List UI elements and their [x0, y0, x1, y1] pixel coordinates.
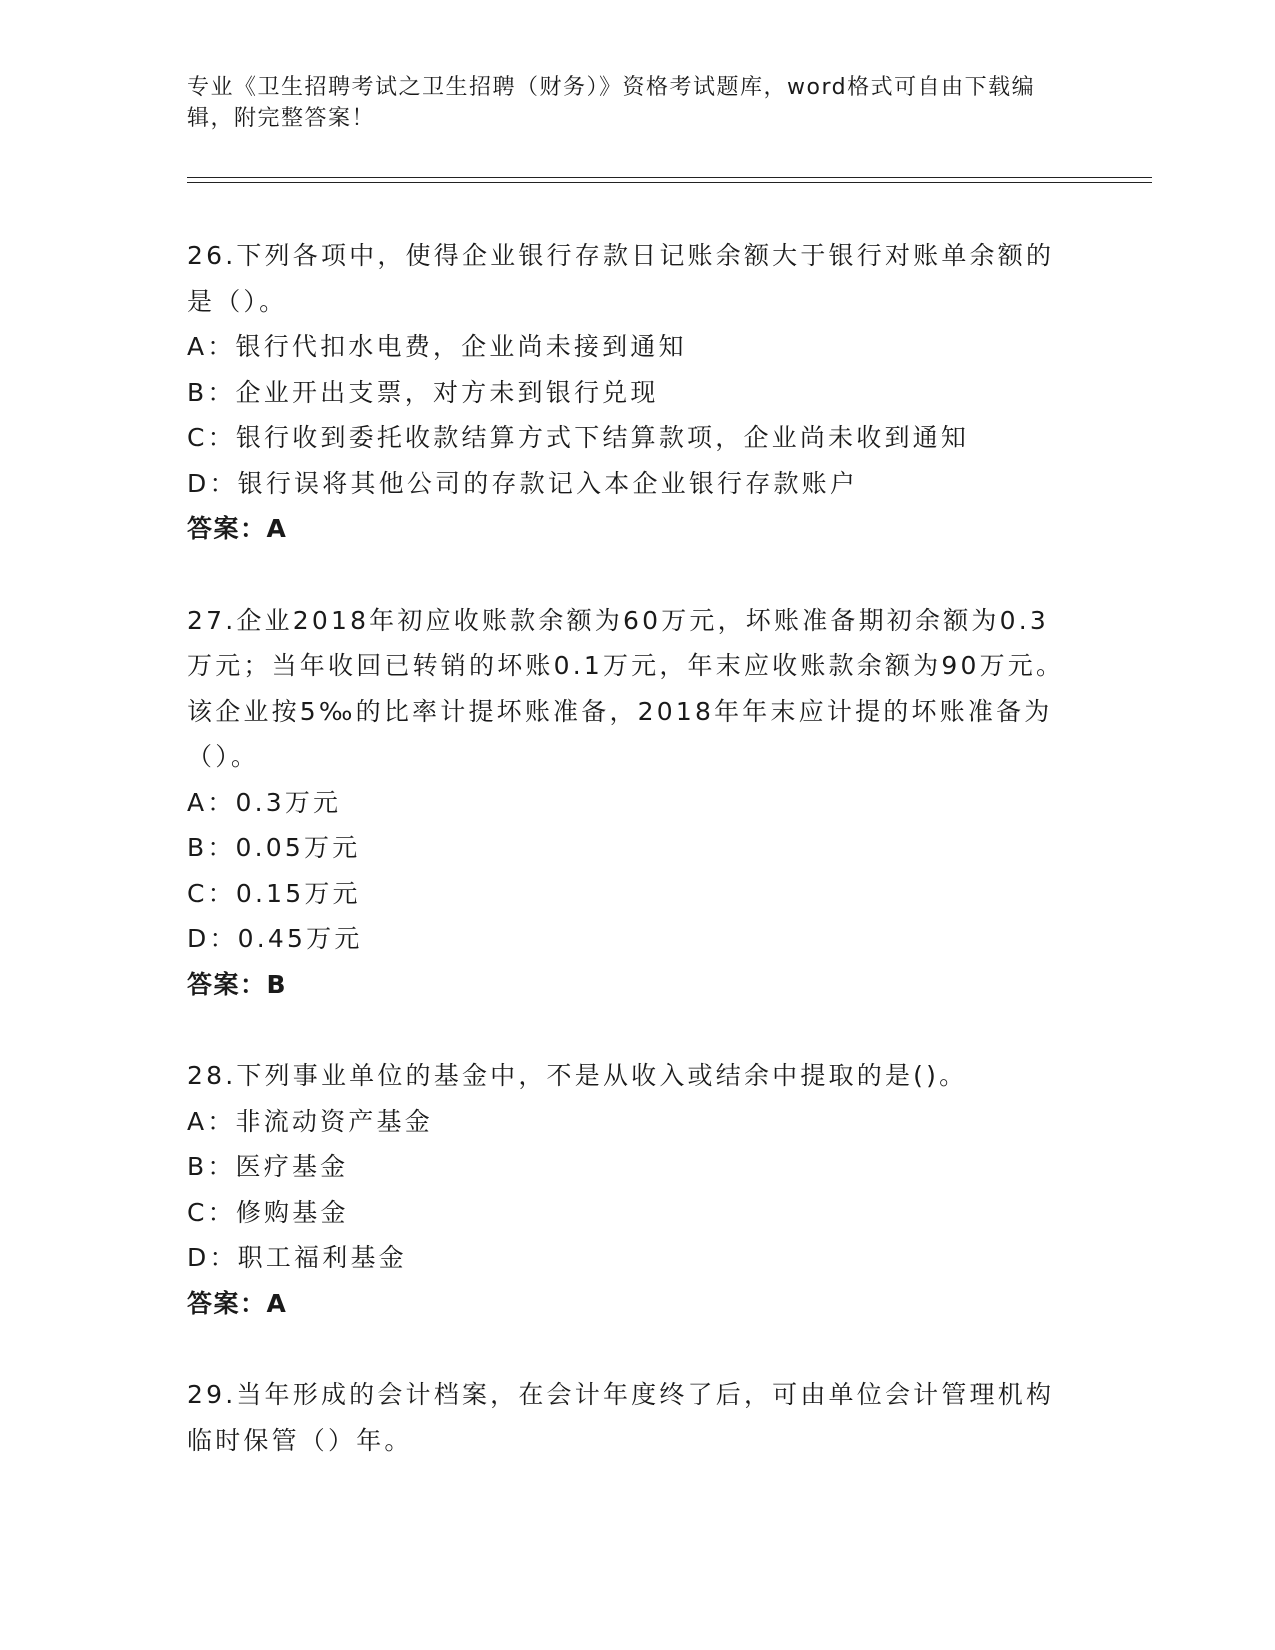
question-27 [187, 598, 1077, 1008]
option-a: A：非流动资产基金 [187, 1106, 433, 1136]
document-header: 专业《卫生招聘考试之卫生招聘（财务）》资格考试题库，word格式可自由下载编辑，附完整答案！ [187, 75, 1036, 131]
header-divider-bottom [187, 182, 1152, 183]
question-text: 29.当年形成的会计档案，在会计年度终了后，可由单位会计管理机构临时保管（）年。 [187, 1380, 1055, 1455]
option-a: A：银行代扣水电费，企业尚未接到通知 [187, 332, 687, 361]
answer: 答案：B [187, 969, 288, 999]
option-d: D：0.45万元 [187, 924, 363, 953]
header-divider-top [187, 177, 1152, 178]
option-b: B：医疗基金 [187, 1152, 349, 1181]
question-list [187, 233, 1077, 1509]
question-text: 27.企业2018年初应收账款余额为60万元，坏账准备期初余额为0.3万元；当年收回已转销的坏账0.1万元，年末应收账款余额为90万元。该企业按5‰的比率计提坏账准备，2018年年末应计提的坏账准备为（）。 [187, 605, 1065, 771]
option-c: C：银行收到委托收款结算方式下结算款项，企业尚未收到通知 [187, 423, 970, 452]
option-b: B：企业开出支票，对方未到银行兑现 [187, 377, 659, 407]
answer: 答案：A [187, 1288, 288, 1318]
option-d: D：银行误将其他公司的存款记入本企业银行存款账户 [187, 468, 859, 498]
question-28 [187, 1053, 1077, 1326]
option-b: B：0.05万元 [187, 833, 361, 862]
option-d: D：职工福利基金 [187, 1243, 407, 1272]
question-text: 28.下列事业单位的基金中，不是从收入或结余中提取的是()。 [187, 1061, 968, 1090]
option-c: C：0.15万元 [187, 878, 361, 908]
question-26 [187, 233, 1077, 552]
answer: 答案：A [187, 514, 288, 543]
question-text: 26.下列各项中，使得企业银行存款日记账余额大于银行对账单余额的是（）。 [187, 241, 1055, 316]
question-29 [187, 1372, 1077, 1463]
option-a: A：0.3万元 [187, 787, 342, 817]
option-c: C：修购基金 [187, 1197, 349, 1227]
